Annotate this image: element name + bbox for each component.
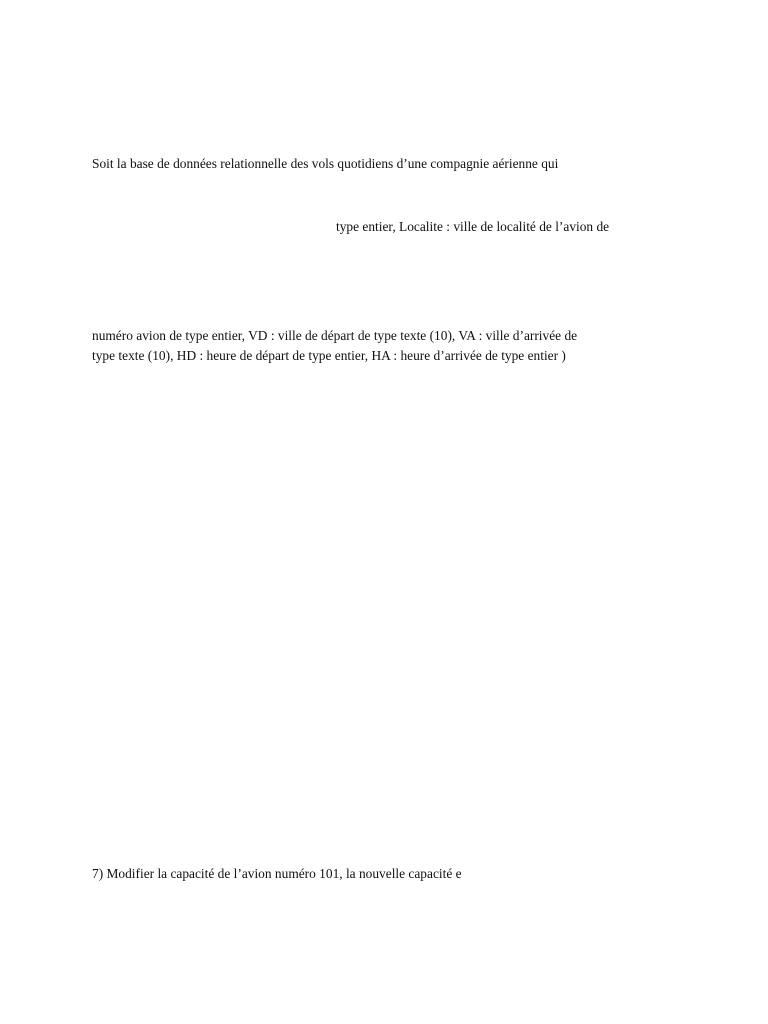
question-7-line: 7) Modifier la capacité de l’avion numéro 101, la nouvelle capacité e [92, 866, 462, 881]
vol-table-description-line-1: numéro avion de type entier, VD : ville de départ de type texte (10), VA : ville d’arrivée de [92, 328, 578, 343]
avion-table-description-line: type entier, Localite : ville de localité de l’avion de [336, 219, 610, 234]
vol-table-description-line-2: type texte (10), HD : heure de départ de type entier, HA : heure d’arrivée de type entier ) [92, 348, 566, 363]
intro-text-line: Soit la base de données relationnelle des vols quotidiens d’une compagnie aérienne qui [92, 156, 559, 171]
